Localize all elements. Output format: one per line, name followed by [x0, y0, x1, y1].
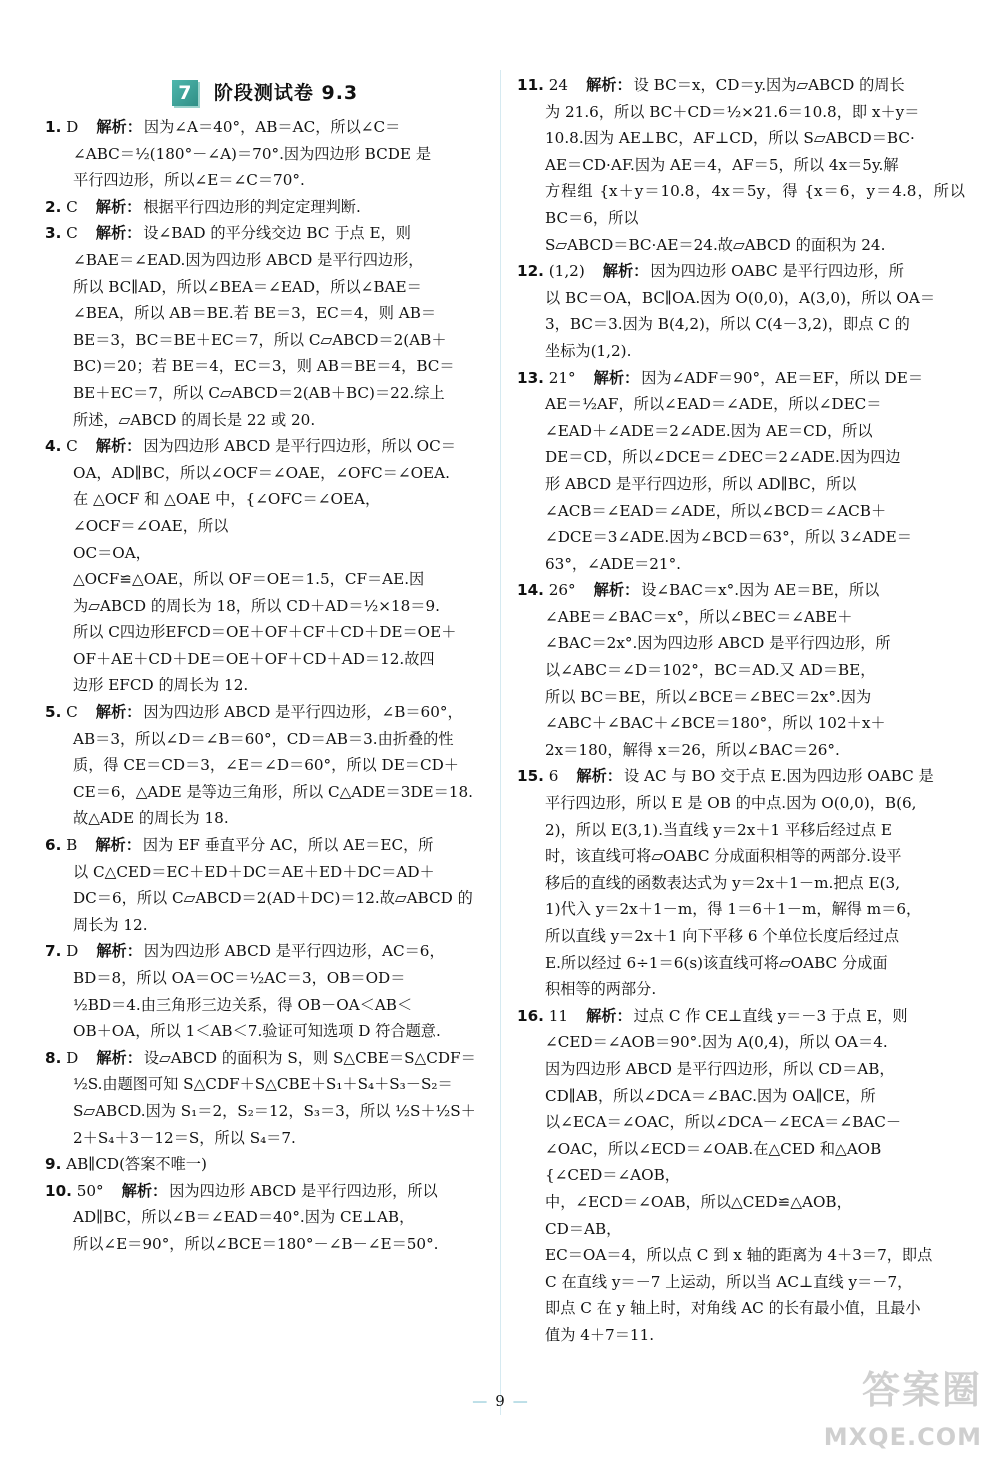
solution-line: 因为∠A＝40°，AB＝AC，所以∠C＝: [143, 118, 401, 136]
solution-line: 边形 EFCD 的周长为 12.: [73, 676, 249, 695]
solution-line: C 在直线 y＝－7 上运动，所以当 AC⊥直线 y＝－7，: [545, 1272, 913, 1291]
solution-line: 设 BC＝x，CD＝y.因为▱ABCD 的周长: [633, 76, 905, 94]
solution-line: OF＋AE＋CD＋DE＝OE＋OF＋CD＋AD＝12.故四: [73, 649, 435, 668]
answer-value: 11: [548, 1006, 569, 1025]
solution-line: 因为四边形 ABCD 是平行四边形，所以 CD＝AB，: [545, 1059, 895, 1078]
question-number: 13.: [517, 368, 544, 387]
solution-line: 因为四边形 OABC 是平行四边形，所: [650, 262, 904, 281]
answer-value: C: [66, 437, 78, 456]
answer-item: [45, 220, 485, 433]
right-column: [517, 72, 965, 1349]
solution-line: 设∠BAD 的平分线交边 BC 于点 E，则: [143, 224, 411, 243]
solution-line: ∠CED＝∠AOB＝90°.因为 A(0,4)，所以 OA＝4.: [545, 1033, 888, 1052]
answer-value: D: [66, 1048, 79, 1067]
solution-line: OA，AD∥BC，所以∠OCF＝∠OAE，∠OFC＝∠OEA.: [73, 463, 450, 482]
page-number-value: 9: [495, 1392, 505, 1410]
solution-line: ∠DCE＝3∠ADE.因为∠BCD＝63°，所以 3∠ADE＝: [545, 528, 912, 547]
solution-line: 移后的直线的函数表达式为 y＝2x＋1－m.把点 E(3,: [545, 873, 901, 892]
column-divider: [500, 70, 501, 1415]
analysis-label: 解析：: [96, 1048, 142, 1067]
question-number: 6.: [45, 836, 62, 855]
question-number: 10.: [45, 1181, 72, 1200]
question-number: 12.: [517, 262, 544, 281]
analysis-label: 解析：: [121, 1181, 168, 1200]
answer-item: [517, 258, 965, 364]
solution-line: E.所以经过 6÷1＝6(s)该直线可将▱OABC 分成面: [545, 953, 888, 972]
question-number: 5.: [45, 703, 62, 722]
solution-line: 形 ABCD 是平行四边形，所以 AD∥BC，所以: [545, 474, 857, 493]
solution-line: CE＝6，△ADE 是等边三角形，所以 C△ADE＝3DE＝18.: [73, 782, 473, 801]
solution-line: AE＝CD·AF.因为 AE＝4，AF＝5，所以 4x＝5y.解: [545, 155, 899, 174]
answer-item: [45, 1178, 485, 1258]
solution-line: 平行四边形，所以∠E＝∠C＝70°.: [73, 171, 305, 190]
answer-value: C: [66, 197, 78, 216]
section-number-badge: 7: [172, 80, 198, 106]
question-number: 14.: [517, 581, 544, 600]
section-header: [45, 72, 485, 114]
solution-line: 积相等的两部分.: [545, 980, 657, 999]
solution-line: ½BD＝4.由三角形三边关系，得 OB－OA＜AB＜: [73, 995, 413, 1014]
question-number: 4.: [45, 437, 62, 456]
solution-line: EC＝OA＝4，所以点 C 到 x 轴的距离为 4＋3＝7，即点: [545, 1246, 933, 1265]
solution-line: 故△ADE 的周长为 18.: [73, 809, 229, 828]
solution-line: 即点 C 在 y 轴上时，对角线 AC 的长有最小值，且最小: [545, 1299, 921, 1318]
answer-value: AB∥CD(答案不唯一): [66, 1155, 207, 1174]
answer-item: [517, 763, 965, 1002]
solution-line: 以∠ABC＝∠D＝102°，BC＝AD.又 AD＝BE，: [545, 661, 876, 680]
solution-line: 以 BC＝OA，BC∥OA.因为 O(0,0)，A(3,0)，所以 OA＝: [545, 288, 936, 307]
solution-line: 2)，所以 E(3,1).当直线 y＝2x＋1 平移后经过点 E: [545, 820, 892, 839]
question-number: 1.: [45, 118, 62, 136]
solution-line: 在 △OCF 和 △OAE 中，{∠OFC＝∠OEA，: [73, 490, 381, 509]
answer-item: [45, 938, 485, 1044]
solution-line: ½S.由题图可知 S△CDF＋S△CBE＋S₁＋S₄＋S₃－S₂＝: [73, 1075, 453, 1094]
solution-line: 10.8.因为 AE⊥BC，AF⊥CD，所以 S▱ABCD＝BC·: [545, 129, 915, 148]
solution-line: ∠BEA，所以 AB＝BE.若 BE＝3，EC＝4，则 AB＝: [73, 304, 437, 323]
solution-line: CD∥AB，所以∠DCA＝∠BAC.因为 OA∥CE，所: [545, 1086, 876, 1105]
left-column: [45, 72, 485, 1258]
page-number: — 9 —: [472, 1392, 528, 1410]
question-number: 2.: [45, 197, 62, 216]
solution-line: 设∠BAC＝x°.因为 AE＝BE，所以: [641, 581, 880, 600]
answer-item: [517, 577, 965, 763]
question-number: 7.: [45, 942, 62, 961]
solution-line: 因为四边形 ABCD 是平行四边形，∠B＝60°，: [143, 703, 463, 722]
watermark-logo: [823, 1359, 982, 1451]
solution-line: 1)代入 y＝2x＋1－m，得 1＝6＋1－m，解得 m＝6，: [545, 900, 922, 919]
watermark-url: MXQE.COM: [823, 1423, 982, 1451]
solution-line: 因为四边形 ABCD 是平行四边形，AC＝6，: [143, 942, 445, 961]
answer-item: [45, 433, 485, 699]
solution-line: DE＝CD，所以∠DCE＝∠DEC＝2∠ADE.因为四边: [545, 448, 901, 467]
answer-item: [45, 699, 485, 832]
question-number: 3.: [45, 224, 62, 243]
solution-line: AB＝3，所以∠D＝∠B＝60°，CD＝AB＝3.由折叠的性: [73, 729, 454, 748]
solution-line: 因为∠ADF＝90°，AE＝EF，所以 DE＝: [641, 368, 924, 387]
left-answer-list: [45, 114, 485, 1258]
analysis-label: 解析：: [96, 118, 142, 136]
analysis-label: 解析：: [95, 197, 142, 216]
right-answer-list: [517, 72, 965, 1349]
solution-line: 3，BC＝3.因为 B(4,2)，所以 C(4－3,2)，即点 C 的: [545, 315, 910, 334]
solution-line: 周长为 12.: [73, 915, 148, 934]
solution-line: 时，该直线可将▱OABC 分成面积相等的两部分.设平: [545, 847, 902, 866]
question-number: 11.: [517, 76, 544, 94]
solution-line: 坐标为(1,2).: [545, 341, 632, 360]
solution-line: ∠ABC＝½(180°－∠A)＝70°.因为四边形 BCDE 是: [73, 144, 432, 163]
answer-item: [517, 1003, 965, 1349]
solution-line: 2x＝180，解得 x＝26，所以∠BAC＝26°.: [545, 740, 840, 759]
answer-value: D: [66, 118, 79, 136]
answer-item: [45, 832, 485, 938]
solution-line: OC＝OA，: [73, 543, 151, 562]
answer-item: [45, 194, 485, 221]
solution-line: AD∥BC，所以∠B＝∠EAD＝40°.因为 CE⊥AB，: [73, 1208, 415, 1227]
solution-line: S▱ABCD＝BC·AE＝24.故▱ABCD 的面积为 24.: [545, 235, 886, 254]
solution-line: OB＋OA，所以 1＜AB＜7.验证可知选项 D 符合题意.: [73, 1022, 441, 1041]
solution-line: ∠BAE＝∠EAD.因为四边形 ABCD 是平行四边形，: [73, 250, 424, 269]
answer-item: [45, 1151, 485, 1178]
solution-line: 所以∠E＝90°，所以∠BCE＝180°－∠B－∠E＝50°.: [73, 1234, 439, 1253]
solution-line: 平行四边形，所以 E 是 OB 的中点.因为 O(0,0)，B(6,: [545, 794, 917, 813]
solution-line: 因为 EF 垂直平分 AC，所以 AE＝EC，所: [142, 836, 434, 855]
solution-line: BD＝8，所以 OA＝OC＝½AC＝3，OB＝OD＝: [73, 969, 406, 987]
analysis-label: 解析：: [593, 368, 640, 387]
solution-line: ∠ACB＝∠EAD＝∠ADE，所以∠BCD＝∠ACB＋: [545, 501, 887, 520]
solution-line: ∠OCF＝∠OAE，所以: [73, 516, 229, 535]
solution-line: DC＝6，所以 C▱ABCD＝2(AD＋DC)＝12.故▱ABCD 的: [73, 889, 473, 908]
answer-item: [517, 72, 965, 258]
solution-line: 设 AC 与 BO 交于点 E.因为四边形 OABC 是: [623, 767, 934, 786]
solution-line: ∠OAC，所以∠ECD＝∠OAB.在△CED 和△AOB: [545, 1139, 882, 1158]
question-number: 15.: [517, 767, 544, 786]
analysis-label: 解析：: [95, 703, 142, 722]
analysis-label: 解析：: [586, 76, 632, 94]
analysis-label: 解析：: [95, 437, 142, 456]
solution-line: 因为四边形 ABCD 是平行四边形，所以: [169, 1181, 438, 1200]
solution-line: 63°，∠ADE＝21°.: [545, 554, 681, 573]
answer-value: (1,2): [548, 262, 585, 281]
solution-line: CD＝AB，: [545, 1219, 622, 1238]
solution-line: S▱ABCD.因为 S₁＝2，S₂＝12，S₃＝3，所以 ½S＋½S＋: [73, 1101, 476, 1120]
analysis-label: 解析：: [96, 942, 142, 961]
analysis-label: 解析：: [586, 1006, 632, 1025]
solution-line: 所以 BC∥AD，所以∠BEA＝∠EAD，所以∠BAE＝: [73, 277, 422, 296]
solution-line: 值为 4＋7＝11.: [545, 1325, 655, 1344]
analysis-label: 解析：: [602, 262, 649, 281]
solution-line: 以 C△CED＝EC＋ED＋DC＝AE＋ED＋DC＝AD＋: [73, 862, 435, 881]
answer-value: 50°: [76, 1181, 104, 1200]
solution-line: ∠ABE＝∠BAC＝x°，所以∠BEC＝∠ABE＋: [545, 607, 853, 626]
question-number: 8.: [45, 1048, 62, 1067]
solution-line: ∠EAD＋∠ADE＝2∠ADE.因为 AE＝CD，所以: [545, 421, 873, 440]
solution-line: 方程组 {x＋y＝10.8，4x＝5y，得 {x＝6，y＝4.8，所以 BC＝6，所以: [545, 182, 965, 227]
solution-line: BE＋EC＝7，所以 C▱ABCD＝2(AB＋BC)＝22.综上: [73, 383, 445, 402]
solution-line: 所以直线 y＝2x＋1 向下平移 6 个单位长度后经过点: [545, 927, 900, 945]
solution-line: 所述，▱ABCD 的周长是 22 或 20.: [73, 410, 316, 429]
answer-value: C: [66, 224, 78, 243]
solution-line: 过点 C 作 CE⊥直线 y＝－3 于点 E，则: [633, 1006, 908, 1025]
answer-value: D: [66, 942, 79, 961]
question-number: 9.: [45, 1155, 62, 1174]
answer-value: 24: [548, 76, 569, 94]
solution-line: 2＋S₄＋3－12＝S，所以 S₄＝7.: [73, 1128, 296, 1147]
answer-item: [517, 365, 965, 578]
solution-line: 根据平行四边形的判定定理判断.: [143, 197, 361, 216]
solution-line: 因为四边形 ABCD 是平行四边形，所以 OC＝: [143, 437, 456, 456]
solution-line: AE＝½AF，所以∠EAD＝∠ADE，所以∠DEC＝: [545, 395, 882, 414]
answer-value: 26°: [548, 581, 576, 600]
analysis-label: 解析：: [576, 767, 622, 786]
analysis-label: 解析：: [593, 581, 640, 600]
answer-item: [45, 114, 485, 194]
answer-value: 6: [548, 767, 559, 786]
answer-item: [45, 1045, 485, 1151]
solution-line: 设▱ABCD 的面积为 S，则 S△CBE＝S△CDF＝: [143, 1048, 476, 1067]
answer-value: B: [66, 836, 78, 855]
analysis-label: 解析：: [95, 224, 142, 243]
solution-line: ∠ABC＋∠BAC＋∠BCE＝180°，所以 102＋x＋: [545, 714, 886, 733]
answer-value: 21°: [548, 368, 576, 387]
analysis-label: 解析：: [95, 836, 141, 855]
solution-line: 所以 C四边形EFCD＝OE＋OF＋CF＋CD＋DE＝OE＋: [73, 623, 457, 642]
section-title: 阶段测试卷 9.3: [213, 81, 359, 104]
answer-value: C: [66, 703, 78, 722]
solution-line: 为▱ABCD 的周长为 18，所以 CD＋AD＝½×18＝9.: [73, 596, 440, 615]
solution-line: {∠CED＝∠AOB，: [545, 1166, 680, 1185]
solution-line: 所以 BC＝BE，所以∠BCE＝∠BEC＝2x°.因为: [545, 687, 872, 706]
solution-line: ∠BAC＝2x°.因为四边形 ABCD 是平行四边形，所: [545, 634, 891, 653]
solution-line: 以∠ECA＝∠OAC，所以∠DCA－∠ECA＝∠BAC－: [545, 1113, 902, 1132]
solution-line: BC)＝20；若 BE＝4，EC＝3，则 AB＝BE＝4，BC＝: [73, 357, 455, 376]
solution-line: 为 21.6，所以 BC＋CD＝½×21.6＝10.8，即 x＋y＝: [545, 102, 920, 121]
question-number: 16.: [517, 1006, 544, 1025]
solution-line: BE＝3，BC＝BE＋EC＝7，所以 C▱ABCD＝2(AB＋: [73, 330, 447, 349]
solution-line: 中，∠ECD＝∠OAB，所以△CED≌△AOB，: [545, 1192, 852, 1211]
watermark-title: 答案圈: [861, 1368, 982, 1412]
solution-line: △OCF≌△OAE，所以 OF＝OE＝1.5，CF＝AE.因: [73, 570, 425, 589]
solution-line: 质，得 CE＝CD＝3，∠E＝∠D＝60°，所以 DE＝CD＋: [73, 756, 459, 775]
